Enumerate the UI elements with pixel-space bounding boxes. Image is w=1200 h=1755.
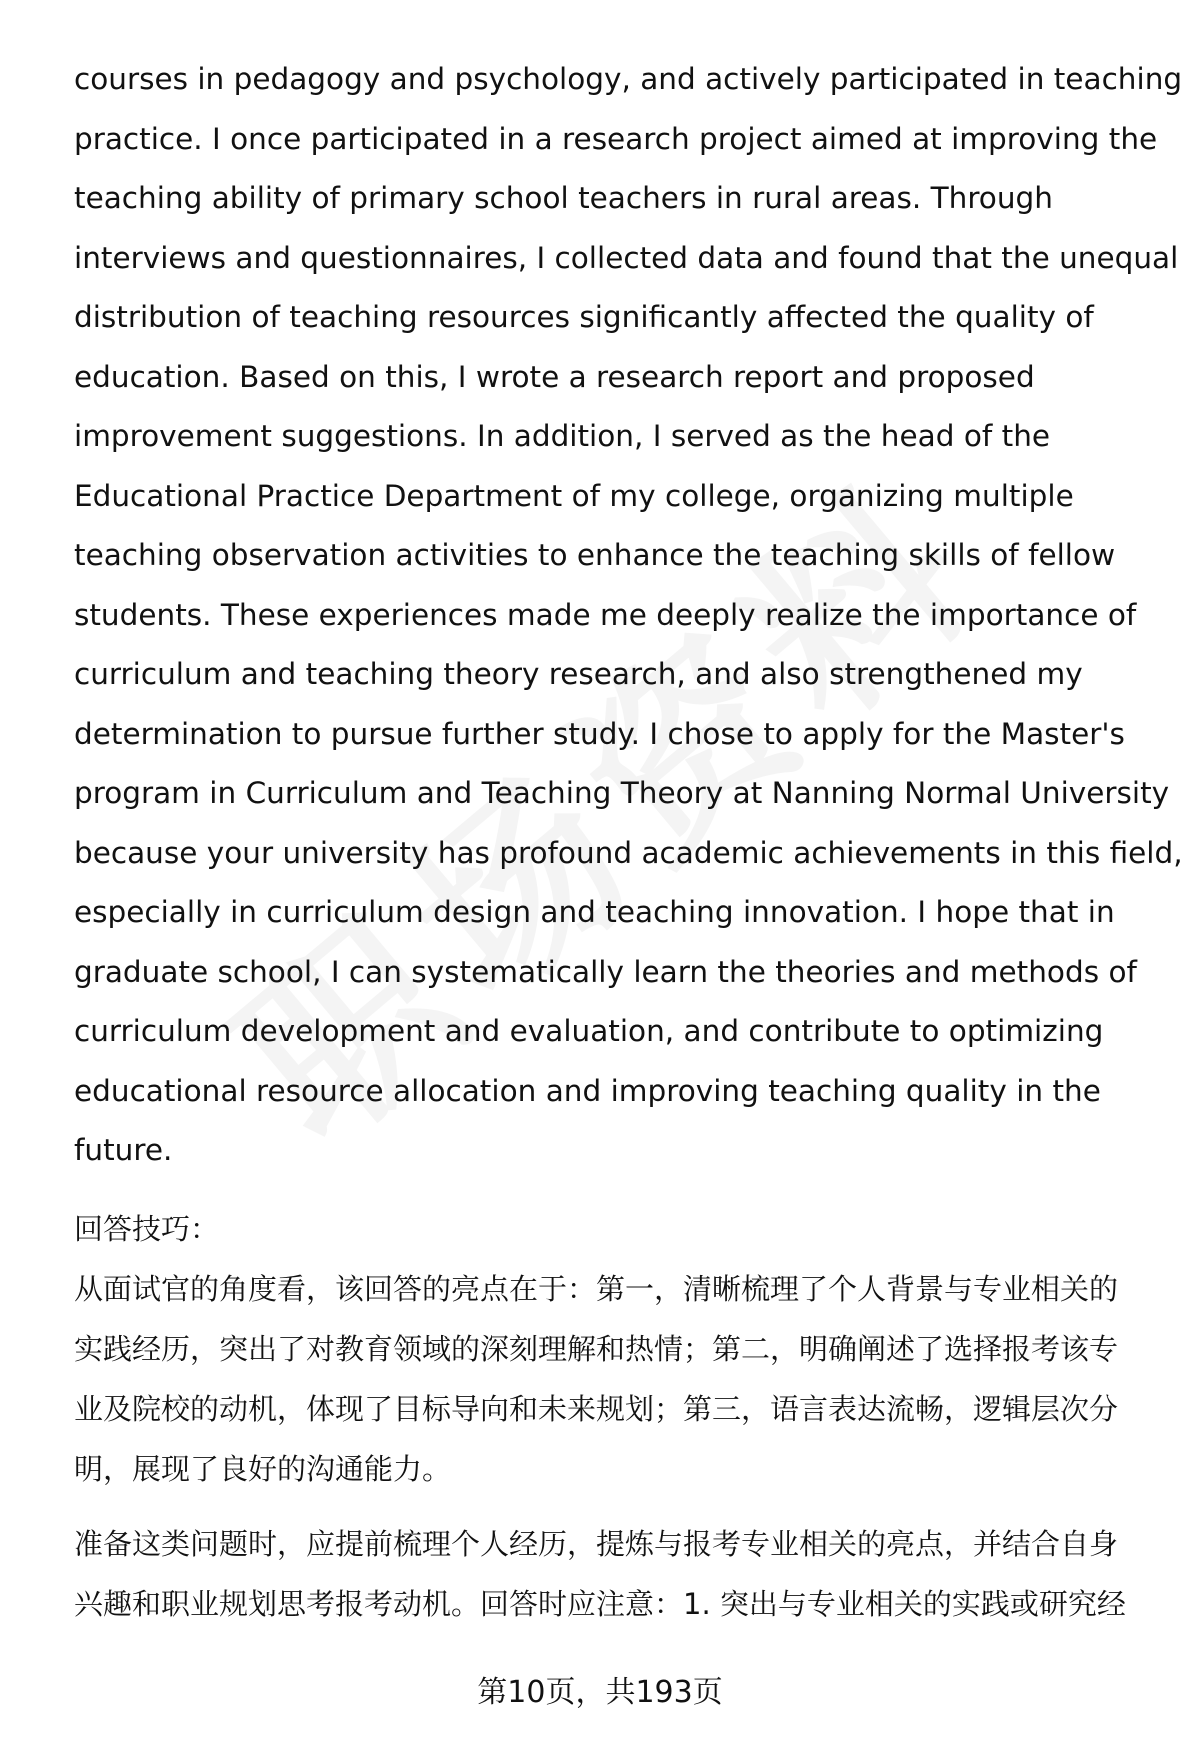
answer-paragraph [74, 50, 1183, 1181]
paragraph-line: 从面试官的角度看，该回答的亮点在于：第一，清晰梳理了个人背景与专业相关的 [74, 1271, 1119, 1306]
paragraph-line: education. Based on this, I wrote a research report and proposed [74, 359, 1035, 394]
paragraph-line: program in Curriculum and Teaching Theory at Nanning Normal University [74, 776, 1170, 810]
paragraph-line: 兴趣和职业规划思考报考动机。回答时应注意：1. 突出与专业相关的实践或研究经 [74, 1586, 1126, 1621]
paragraph-line: 业及院校的动机，体现了目标导向和未来规划；第三，语言表达流畅，逻辑层次分 [74, 1391, 1119, 1426]
paragraph-line: curriculum and teaching theory research, and also strengthened my [74, 657, 1083, 691]
paragraph-line: future. [74, 1133, 173, 1167]
paragraph-line: courses in pedagogy and psychology, and actively participated in teaching [74, 62, 1183, 96]
paragraph-line: interviews and questionnaires, I collected data and found that the unequal [74, 240, 1179, 275]
tips-heading: 回答技巧： [74, 1211, 220, 1246]
tips-paragraph [74, 1259, 1134, 1499]
paragraph-line: improvement suggestions. In addition, I served as the head of the [74, 419, 1051, 453]
paragraph-line: 实践经历，突出了对教育领域的深刻理解和热情；第二，明确阐述了选择报考该专 [74, 1331, 1119, 1366]
document-body [74, 50, 1183, 1634]
paragraph-line: 明，展现了良好的沟通能力。 [74, 1451, 452, 1486]
paragraph-line: Educational Practice Department of my college, organizing multiple [74, 478, 1074, 513]
paragraph-line: distribution of teaching resources significantly affected the quality of [74, 300, 1094, 334]
paragraph-line: students. These experiences made me deeply realize the importance of [74, 597, 1137, 632]
paragraph-line: especially in curriculum design and teaching innovation. I hope that in [74, 895, 1115, 929]
paragraph-line: because your university has profound academic achievements in this field, [74, 835, 1183, 870]
paragraph-line: teaching observation activities to enhance the teaching skills of fellow [74, 538, 1116, 572]
paragraph-line: determination to pursue further study. I chose to apply for the Master's [74, 716, 1125, 751]
paragraph-line: curriculum development and evaluation, and contribute to optimizing [74, 1014, 1104, 1048]
page-number: 第10页，共193页 [477, 1675, 723, 1710]
paragraph-line: practice. I once participated in a research project aimed at improving the [74, 121, 1158, 156]
paragraph-line: graduate school, I can systematically learn the theories and methods of [74, 954, 1137, 989]
preparation-paragraph [74, 1514, 1134, 1634]
paragraph-line: educational resource allocation and improving teaching quality in the [74, 1073, 1101, 1108]
paragraph-line: 准备这类问题时，应提前梳理个人经历，提炼与报考专业相关的亮点，并结合自身 [74, 1526, 1119, 1561]
paragraph-line: teaching ability of primary school teachers in rural areas. Through [74, 181, 1053, 215]
